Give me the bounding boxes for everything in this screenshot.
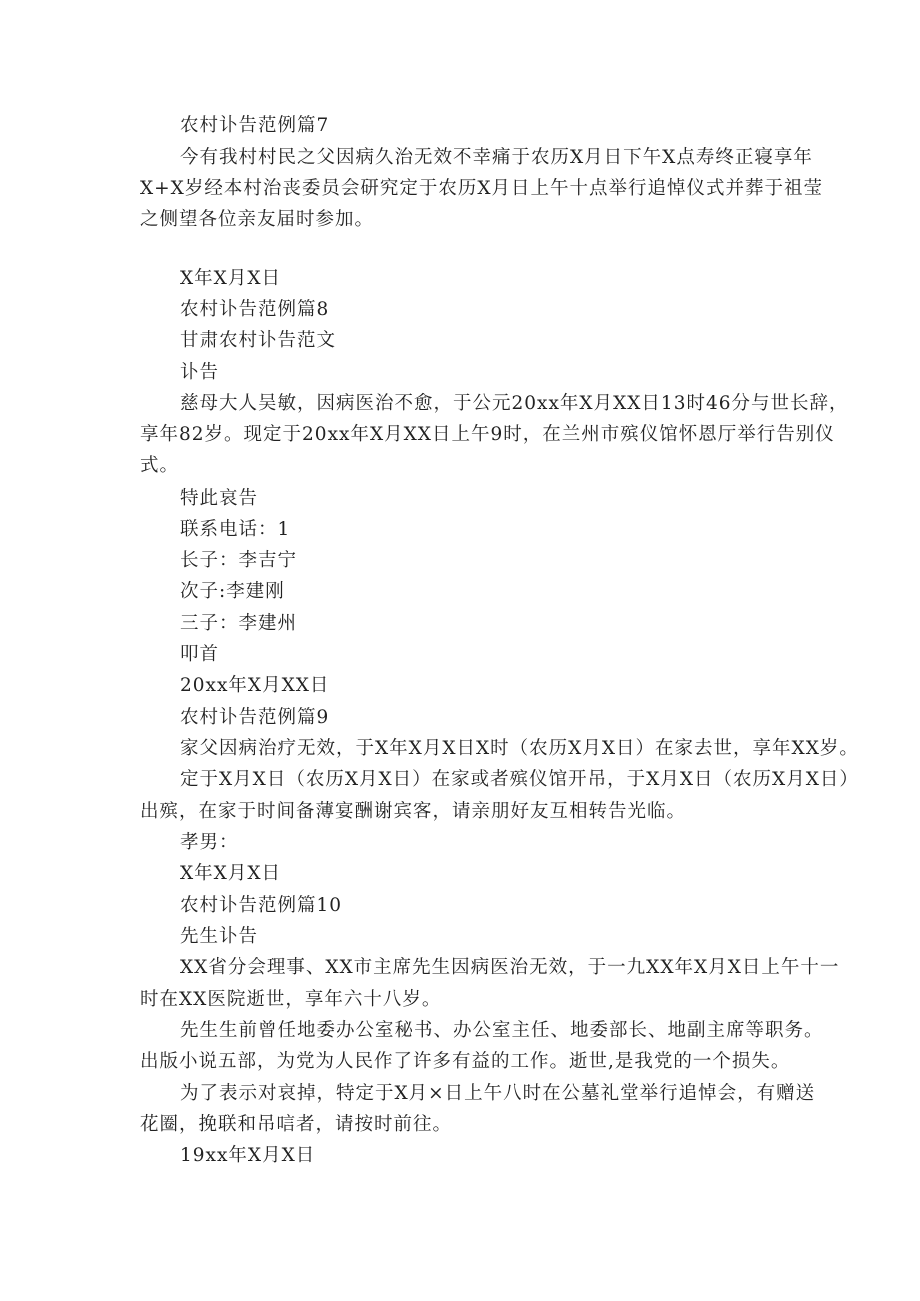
section-7-paragraph-line: 今有我村村民之父因病久治无效不幸痛于农历X月日下午X点寿终正寝享年 [180, 147, 813, 168]
section-8-bow: 叩首 [180, 644, 220, 665]
section-8-date: 20xx年X月XX日 [180, 675, 330, 696]
section-7-date: X年X月X日 [180, 268, 282, 289]
section-10-paragraph-line: 时在XX医院逝世，享年六十八岁。 [140, 989, 442, 1010]
section-8-paragraph-line: 慈母大人吴敏，因病医治不愈，于公元20xx年X月XX日13时46分与世长辞， [180, 393, 849, 414]
section-8-son: 三子：李建州 [180, 613, 298, 634]
section-10-title: 农村讣告范例篇10 [180, 895, 343, 916]
section-7-paragraph-line: X+X岁经本村治丧委员会研究定于农历X月日上午十点举行追悼仪式并葬于祖莹 [140, 178, 824, 199]
section-8-son: 次子:李建刚 [180, 581, 285, 602]
section-10-paragraph-line: 花圈，挽联和吊唁者，请按时前往。 [140, 1114, 453, 1135]
section-10-paragraph-line: XX省分会理事、XX市主席先生因病医治无效，于一九XX年X月X日上午十一 [180, 957, 840, 978]
section-8-paragraph-line: 式。 [140, 455, 180, 476]
section-9-paragraph-line: 出殡，在家于时间备薄宴酬谢宾客，请亲朋好友互相转告光临。 [140, 801, 687, 822]
section-8-son: 长子：李吉宁 [180, 550, 298, 571]
section-9-title: 农村讣告范例篇9 [180, 707, 330, 728]
section-8-paragraph-line: 享年82岁。现定于20xx年X月XX日上午9时，在兰州市殡仪馆怀恩厅举行告别仪 [140, 424, 835, 445]
section-10-paragraph-line: 先生生前曾任地委办公室秘书、办公室主任、地委部长、地副主席等职务。 [180, 1020, 824, 1041]
section-8-subtitle: 甘肃农村讣告范文 [180, 330, 337, 351]
section-7-paragraph-line: 之侧望各位亲友届时参加。 [140, 209, 375, 230]
section-8-notice: 特此哀告 [180, 488, 259, 509]
section-9-paragraph-line: 定于X月X日（农历X月X日）在家或者殡仪馆开吊，于X月X日（农历X月X日） [180, 769, 859, 790]
section-10-heading: 先生讣告 [180, 926, 259, 947]
section-9-paragraph-line: 家父因病治疗无效，于X年X月X日X时（农历X月X日）在家去世，享年XX岁。 [180, 738, 859, 759]
section-10-paragraph-line: 出版小说五部，为党为人民作了许多有益的工作。逝世,是我党的一个损失。 [140, 1051, 791, 1072]
section-9-son: 孝男： [180, 832, 239, 853]
section-7-title: 农村讣告范例篇7 [180, 115, 330, 136]
section-8-phone: 联系电话：1 [180, 519, 291, 540]
section-8-heading: 讣告 [180, 362, 220, 383]
section-9-date: X年X月X日 [180, 863, 282, 884]
section-8-title: 农村讣告范例篇8 [180, 299, 330, 320]
section-10-paragraph-line: 为了表示对哀掉，特定于X月×日上午八时在公墓礼堂举行追悼会，有赠送 [180, 1083, 816, 1104]
section-10-date: 19xx年X月X日 [180, 1145, 316, 1166]
